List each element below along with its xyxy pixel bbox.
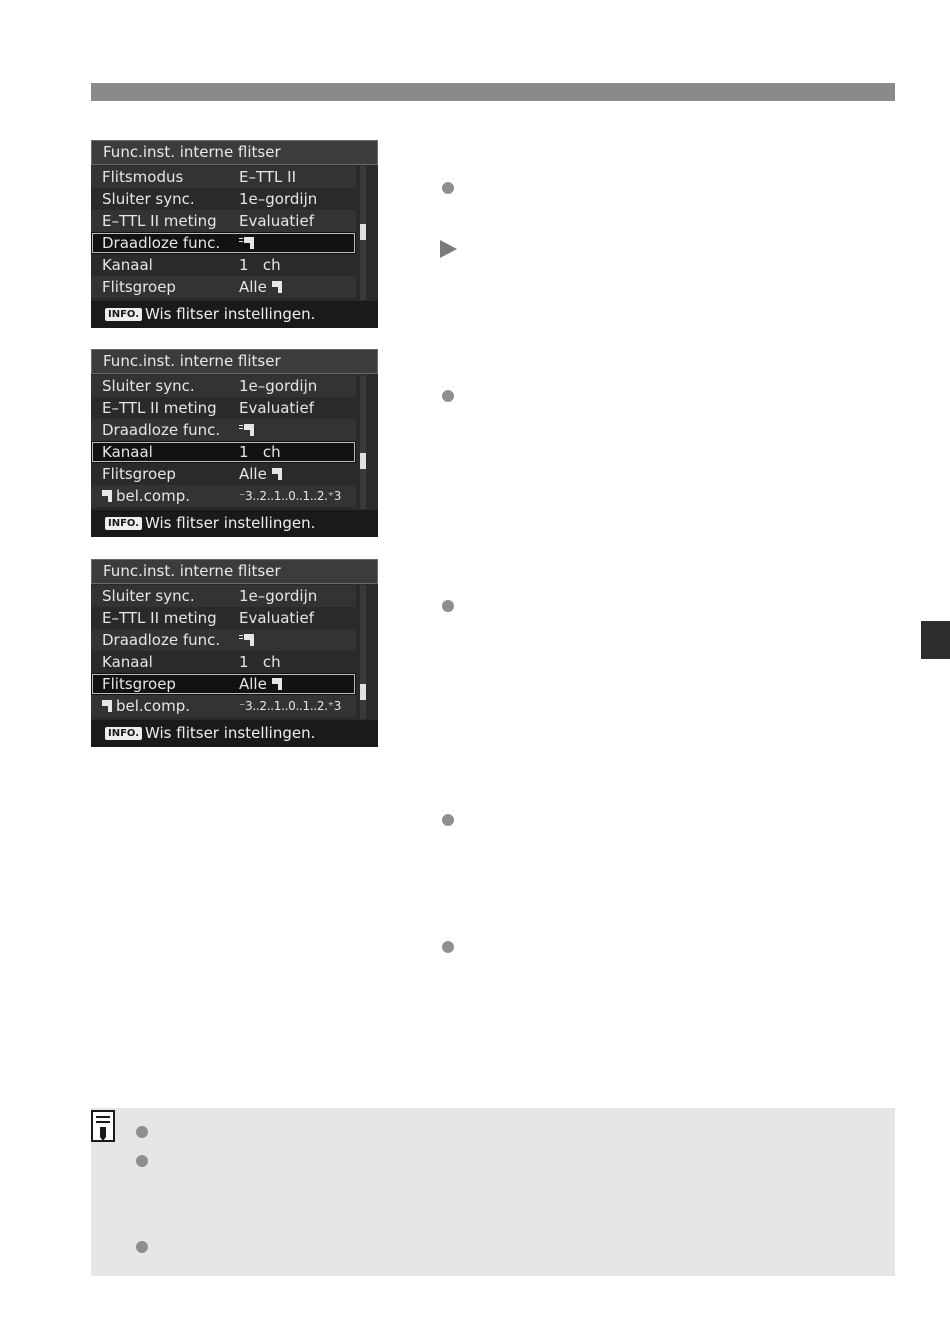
menu-row-label bbox=[102, 695, 190, 717]
menu-row-kanaal[interactable] bbox=[91, 651, 356, 673]
triangle-arrow-icon bbox=[440, 240, 457, 258]
info-bar bbox=[91, 720, 378, 747]
scrollbar-thumb[interactable] bbox=[360, 224, 366, 240]
menu-row-value: ⁻3..2..1..0..1..2.⁺3 bbox=[239, 699, 342, 713]
menu-row-flitsgroep[interactable] bbox=[91, 463, 356, 485]
chapter-tab-marker bbox=[921, 621, 950, 659]
menu-row-bel-comp[interactable] bbox=[91, 485, 356, 507]
menu-row-bel-comp[interactable] bbox=[91, 695, 356, 717]
menu-row-value bbox=[239, 629, 259, 651]
menu-row-kanaal[interactable] bbox=[91, 441, 356, 463]
menu-row-label: Sluiter sync. bbox=[102, 377, 195, 395]
note-memo-icon bbox=[91, 1110, 115, 1142]
menu-row-draadloze-func[interactable] bbox=[91, 419, 356, 441]
menu-row-label: Flitsgroep bbox=[102, 675, 176, 693]
info-text: Wis flitser instellingen. bbox=[145, 305, 316, 323]
menu-row-label: Draadloze func. bbox=[102, 234, 221, 252]
flash-unit-icon bbox=[272, 466, 292, 480]
flash-unit-icon bbox=[272, 676, 292, 690]
menu-row-value-text: Alle bbox=[239, 465, 267, 483]
bullet-icon bbox=[136, 1241, 148, 1253]
note-box bbox=[91, 1108, 895, 1276]
menu-row-value: ⁻3..2..1..0..1..2.⁺3 bbox=[239, 489, 342, 503]
menu-row-value-text: Alle bbox=[239, 675, 267, 693]
menu-row-label bbox=[102, 485, 190, 507]
menu-row-flitsgroep[interactable] bbox=[91, 276, 356, 298]
menu-row-label: Flitsmodus bbox=[102, 168, 184, 186]
menu-row-label: Flitsgroep bbox=[102, 278, 176, 296]
info-button-badge[interactable]: INFO. bbox=[105, 308, 142, 321]
camera-menu-screen-1 bbox=[91, 140, 378, 328]
menu-row-kanaal[interactable] bbox=[91, 254, 356, 276]
page-header-bar bbox=[91, 83, 895, 101]
info-bar bbox=[91, 301, 378, 328]
scrollbar-thumb[interactable] bbox=[360, 684, 366, 700]
menu-row-value bbox=[239, 419, 259, 441]
wireless-flash-icon bbox=[239, 235, 259, 249]
menu-row-label: Kanaal bbox=[102, 443, 153, 461]
wireless-flash-icon bbox=[239, 422, 259, 436]
bullet-icon bbox=[442, 390, 454, 402]
menu-row-value: Evaluatief bbox=[239, 212, 314, 230]
menu-row-sluiter-sync[interactable] bbox=[91, 188, 356, 210]
scrollbar[interactable] bbox=[360, 166, 366, 300]
menu-row-ettl-meting[interactable] bbox=[91, 397, 356, 419]
info-text: Wis flitser instellingen. bbox=[145, 724, 316, 742]
menu-row-label: Draadloze func. bbox=[102, 631, 221, 649]
menu-row-value: 1 ch bbox=[239, 256, 281, 274]
menu-row-value bbox=[239, 673, 292, 695]
menu-row-value: 1 ch bbox=[239, 443, 281, 461]
menu-row-label-text: bel.comp. bbox=[116, 487, 191, 505]
bullet-icon bbox=[442, 182, 454, 194]
menu-row-value: 1e–gordijn bbox=[239, 190, 318, 208]
menu-row-ettl-meting[interactable] bbox=[91, 210, 356, 232]
menu-row-label: Draadloze func. bbox=[102, 421, 221, 439]
bullet-icon bbox=[442, 814, 454, 826]
info-bar bbox=[91, 510, 378, 537]
menu-row-value: E–TTL II bbox=[239, 168, 297, 186]
menu-title: Func.inst. interne flitser bbox=[91, 559, 378, 584]
menu-row-value: 1e–gordijn bbox=[239, 587, 318, 605]
menu-row-value bbox=[239, 463, 292, 485]
bullet-icon bbox=[136, 1126, 148, 1138]
info-button-badge[interactable]: INFO. bbox=[105, 727, 142, 740]
menu-row-label: Flitsgroep bbox=[102, 465, 176, 483]
scrollbar[interactable] bbox=[360, 375, 366, 509]
menu-row-draadloze-func[interactable] bbox=[91, 629, 356, 651]
scrollbar[interactable] bbox=[360, 585, 366, 719]
scrollbar-thumb[interactable] bbox=[360, 453, 366, 469]
menu-row-flitsmodus[interactable] bbox=[91, 166, 356, 188]
camera-menu-screen-2 bbox=[91, 349, 378, 537]
flash-unit-icon bbox=[272, 279, 292, 293]
bullet-icon bbox=[136, 1155, 148, 1167]
menu-row-ettl-meting[interactable] bbox=[91, 607, 356, 629]
menu-row-label: E–TTL II meting bbox=[102, 399, 217, 417]
camera-menu-screen-3 bbox=[91, 559, 378, 747]
flash-unit-icon bbox=[102, 698, 116, 712]
info-text: Wis flitser instellingen. bbox=[145, 514, 316, 532]
menu-row-label: Sluiter sync. bbox=[102, 587, 195, 605]
info-button-badge[interactable]: INFO. bbox=[105, 517, 142, 530]
menu-row-label: E–TTL II meting bbox=[102, 609, 217, 627]
menu-row-value-text: Alle bbox=[239, 278, 267, 296]
menu-title: Func.inst. interne flitser bbox=[91, 349, 378, 374]
menu-row-value: Evaluatief bbox=[239, 399, 314, 417]
menu-row-flitsgroep[interactable] bbox=[91, 673, 356, 695]
menu-row-value: 1 ch bbox=[239, 653, 281, 671]
menu-row-value bbox=[239, 232, 259, 254]
menu-row-draadloze-func[interactable] bbox=[91, 232, 356, 254]
wireless-flash-icon bbox=[239, 632, 259, 646]
menu-title: Func.inst. interne flitser bbox=[91, 140, 378, 165]
menu-row-value: Evaluatief bbox=[239, 609, 314, 627]
menu-row-value bbox=[239, 276, 292, 298]
menu-row-label: E–TTL II meting bbox=[102, 212, 217, 230]
bullet-icon bbox=[442, 941, 454, 953]
menu-row-sluiter-sync[interactable] bbox=[91, 585, 356, 607]
flash-unit-icon bbox=[102, 488, 116, 502]
menu-row-sluiter-sync[interactable] bbox=[91, 375, 356, 397]
menu-row-label: Kanaal bbox=[102, 653, 153, 671]
menu-row-label: Kanaal bbox=[102, 256, 153, 274]
bullet-icon bbox=[442, 600, 454, 612]
menu-row-label: Sluiter sync. bbox=[102, 190, 195, 208]
menu-row-value: 1e–gordijn bbox=[239, 377, 318, 395]
menu-row-label-text: bel.comp. bbox=[116, 697, 191, 715]
